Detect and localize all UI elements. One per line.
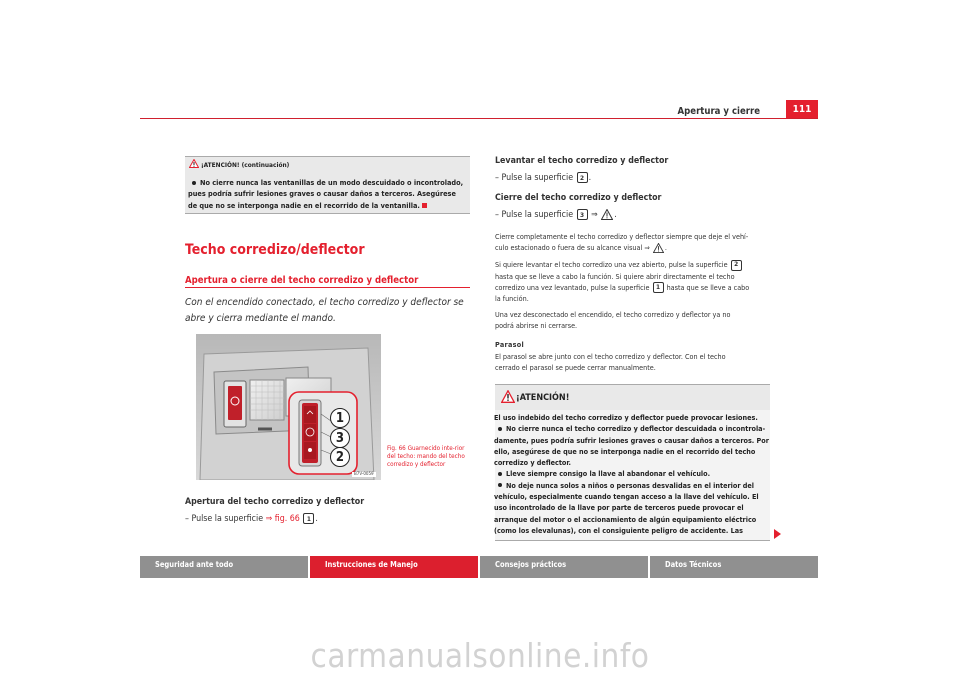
control-3-badge: 3 <box>577 209 588 220</box>
intro-text: Con el encendido conectado, el techo corredizo y deflector se abre y cierra mediante el mando. <box>185 297 464 324</box>
warning-text: El uso indebido del techo corredizo y deflector puede provocar lesiones. No cierre nunca el techo corredizo y deflector descuidada o incontrola-damente, pues podría sufrir lesiones graves o causar daños a terceros. Por ello, asegúrese de que no se interponga nadie en el recorrido del techo corredizo y deflector. Lleve siempre consigo la llave al abandonar el vehículo. No deje nunca solos a niños o personas desvalidas en el interior del vehículo, especialmente cuando tengan acceso a la llave del vehículo. El uso incontrolado de la llave por parte de terceros puede provocar el arranque del motor o el accionamiento de algún equipamiento eléctrico (como los elevalunas), con el consiguiente peligro de accidente. Las <box>494 413 769 535</box>
tab-consejos[interactable]: Consejos prácticos <box>480 556 648 578</box>
callout-3: 3 <box>330 428 350 448</box>
close-step: – Pulse la superficie 3 ⇒ . <box>495 210 617 220</box>
warning-triangle-icon <box>601 209 613 220</box>
paragraph-close-when-parked: Cierre completamente el techo corredizo y deflector siempre que deje el vehí- culo estacionado o fuera de su alcance visual ⇒ . <box>495 232 749 253</box>
figure-code: B7V-0059 <box>354 472 374 477</box>
warning-triangle-icon <box>653 243 664 253</box>
warning-body <box>495 410 770 540</box>
open-step: – Pulse la superficie ⇒ fig. 66 1 . <box>185 514 318 524</box>
warning-box <box>495 384 770 541</box>
warning-continued-heading: ¡ATENCIÓN! (continuación) <box>201 161 290 169</box>
page-number: 111 <box>786 100 818 119</box>
tab-seguridad[interactable]: Seguridad ante todo <box>140 556 308 578</box>
tab-datos[interactable]: Datos Técnicos <box>650 556 818 578</box>
section-title: Techo corredizo/deflector <box>185 242 365 258</box>
warning-continued-box <box>185 156 470 214</box>
page-header-title: Apertura y cierre <box>677 106 760 117</box>
figure-caption: Fig. 66 Guarnecido inte-rior del techo: mando del techo corredizo y deflector <box>387 445 465 468</box>
paragraph-raise-or-open: Si quiere levantar el techo corredizo una vez abierto, pulse la superficie 2 hasta que se lleve a cabo la función. Si quiere abrir directamente el techo corredizo una vez levantado, pulse la superficie 1 hasta que se lleve a cabo la función. <box>495 260 750 304</box>
bullet-icon <box>498 427 502 431</box>
raise-heading: Levantar el techo corredizo y deflector <box>495 156 669 166</box>
open-heading: Apertura del techo corredizo y deflector <box>185 497 365 507</box>
bullet-icon <box>498 483 502 487</box>
control-2-badge: 2 <box>731 260 742 271</box>
figure-66-roof-control <box>196 334 381 480</box>
figure-reference-link[interactable]: ⇒ fig. 66 <box>265 514 300 524</box>
callout-2: 2 <box>330 447 350 467</box>
control-2-badge: 2 <box>577 172 588 183</box>
warning-triangle-icon <box>189 159 199 168</box>
warning-triangle-icon <box>501 390 515 403</box>
callout-1: 1 <box>330 408 350 428</box>
parasol-heading: Parasol <box>495 340 525 349</box>
warning-heading: ¡ATENCIÓN! <box>516 393 570 403</box>
control-1-badge: 1 <box>653 282 664 293</box>
control-1-badge: 1 <box>303 513 314 524</box>
subsection-title: Apertura o cierre del techo corredizo y deflector <box>185 275 419 286</box>
paragraph-ignition-off: Una vez desconectado el encendido, el techo corredizo y deflector ya no podrá abrirse ni cerrarse. <box>495 310 731 331</box>
continue-arrow-icon <box>774 529 781 539</box>
bullet-icon <box>192 181 196 185</box>
tab-instrucciones[interactable]: Instrucciones de Manejo <box>310 556 478 578</box>
raise-step: – Pulse la superficie 2 . <box>495 173 592 183</box>
roof-control-illustration <box>196 334 381 480</box>
end-marker-icon <box>422 203 427 208</box>
footer-nav <box>140 556 820 578</box>
watermark: carmanualsonline.info <box>310 636 650 675</box>
close-heading: Cierre del techo corredizo y deflector <box>495 193 662 203</box>
warning-continued-text: No cierre nunca las ventanillas de un modo descuidado o incontrolado, pues podría sufrir lesiones graves o causar daños a terceros. Asegúrese de que no se interponga nadie en el recorrido de la ventanilla. <box>188 178 464 210</box>
bullet-icon <box>498 472 502 476</box>
header-rule <box>140 118 818 119</box>
subsection-rule <box>185 287 470 288</box>
paragraph-parasol: El parasol se abre junto con el techo corredizo y deflector. Con el techo cerrado el parasol se puede cerrar manualmente. <box>495 352 726 373</box>
